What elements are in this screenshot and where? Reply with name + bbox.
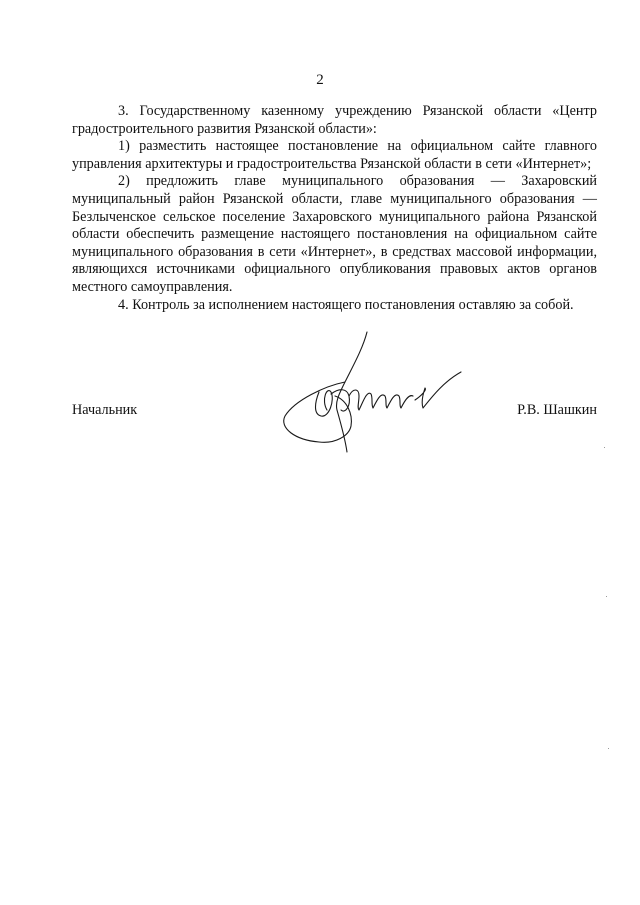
paragraph-item-3: 3. Государственному казенному учреждению Рязанской области «Центр градостроительного развития Рязанской области»: [72,103,597,137]
paragraph-subitem-2: 2) предложить главе муниципального образования — Захаровский муниципальный район Рязанской области, главе муниципального образования — Безлыченское сельское поселение Захаровского муниципального района Рязанской области обеспечить размещение настоящего постановления на официальном сайте муниципального образования в сети «Интернет», в средствах массовой информации, являющихся источниками официального опубликования правовых актов органов местного самоуправления. [72,173,597,295]
handwritten-signature [275,330,475,455]
signature-block [72,402,597,422]
document-body [72,103,597,314]
scan-speck [604,447,605,448]
page-number: 2 [316,72,324,88]
signatory-name: Р.В. Шашкин [517,402,597,418]
scan-speck [606,596,607,597]
scan-speck [608,748,609,749]
paragraph-subitem-1: 1) разместить настоящее постановление на официальном сайте главного управления архитектуры и градостроительства Рязанской области в сети «Интернет»; [72,138,597,172]
paragraph-item-4: 4. Контроль за исполнением настоящего постановления оставляю за собой. [118,296,574,313]
signatory-title: Начальник [72,402,138,418]
